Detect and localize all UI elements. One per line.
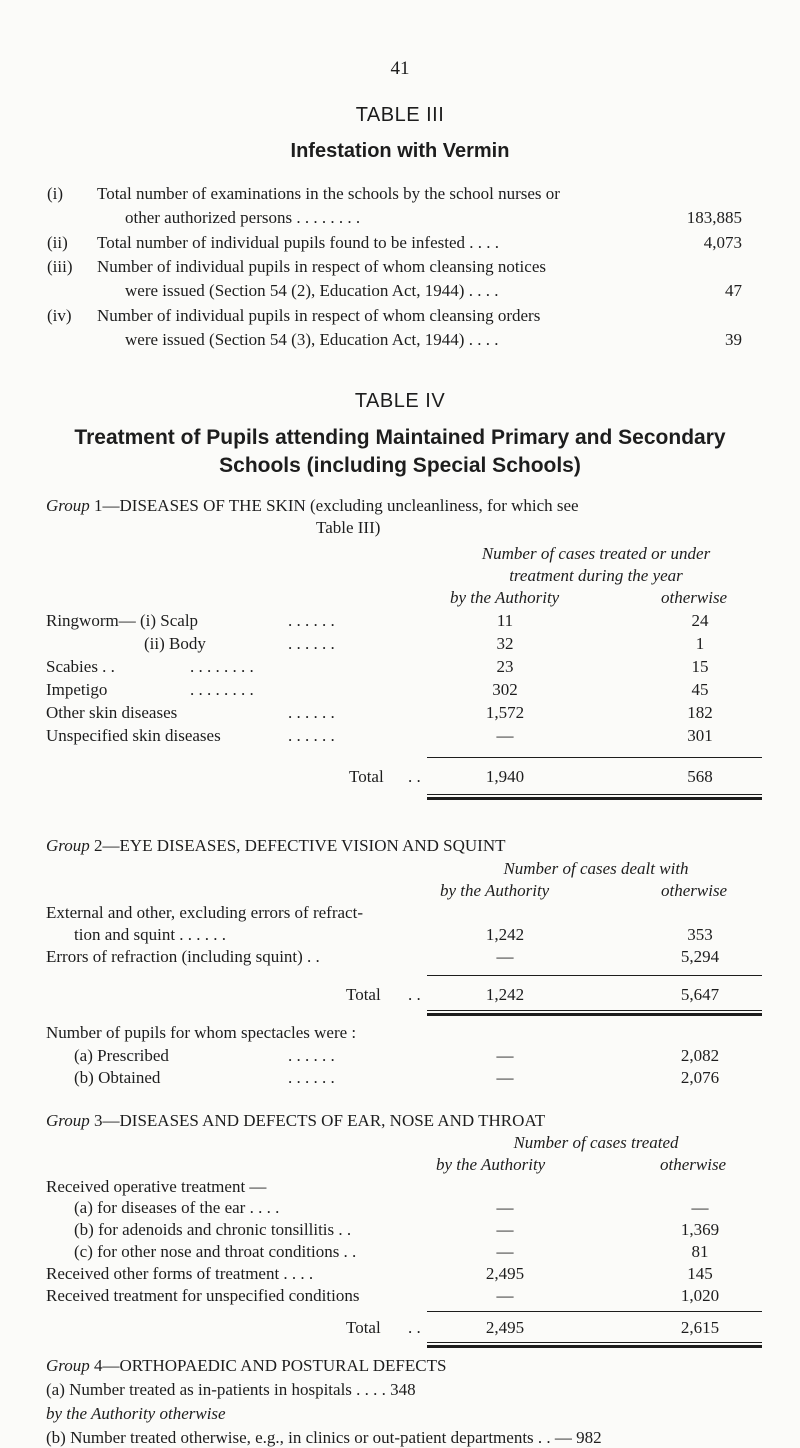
row-label: (b) Number treated otherwise, e.g., in clinics [46,1428,351,1447]
row-value-authority: 2,495 [485,1264,525,1283]
row-label: Scabies . . [46,657,115,676]
group-label: Group [46,1111,90,1130]
col-by-authority: by the Authority [450,588,560,607]
item-text: were issued (Section 54 (3), Education Act, 1944) . . . . [125,330,499,349]
table-4-subtitle-line2: Schools (including Special Schools) [219,454,581,477]
item-value: 4,073 [703,233,742,252]
row-label: (a) for diseases of the ear . . . . [74,1198,280,1217]
group-2-heading-text: 2—EYE DISEASES, DEFECTIVE VISION AND SQUINT [94,836,506,855]
row-label: (c) for other nose and throat conditions . . [74,1242,357,1261]
total-dots: . . [408,767,421,786]
row-value-otherwise: 982 [576,1428,602,1447]
row-label: Ringworm— (i) Scalp [46,611,199,630]
item-text: Number of individual pupils in respect of whom cleansing notices [97,257,546,276]
row-value-otherwise: 182 [687,703,713,722]
col-otherwise: otherwise [661,588,728,607]
col-otherwise: otherwise [661,881,728,900]
item-number: (i) [47,184,64,203]
page-number: 41 [390,58,410,79]
total-label: Total [349,767,384,786]
row-value-otherwise: 1,020 [680,1286,720,1305]
group-1-heading-line2: Table III) [316,518,381,537]
row-value-authority: — [496,1242,514,1261]
total-authority: 1,940 [485,767,525,786]
row-leader-dots: . . . . [356,1380,386,1399]
group-2-heading [46,836,505,856]
group-4-row-b [46,1428,602,1448]
row-value-authority: — [496,1068,514,1087]
spectacles-label: Number of pupils for whom spectacles were : [46,1023,357,1042]
total-dots: . . [408,985,421,1004]
total-label: Total [346,985,381,1004]
group-label: Group [46,836,90,855]
col-by-authority: by the Authority [436,1155,546,1174]
row-value-authority: — [496,947,514,966]
item-value: 39 [725,330,742,349]
total-double-rule [427,1342,762,1348]
item-number: (iv) [47,306,72,325]
total-rule [427,975,762,976]
row-label: (a) Number treated as in-patients in hospitals [46,1380,352,1399]
row-value-otherwise: 2,076 [680,1068,720,1087]
row-label: Unspecified skin diseases [46,726,221,745]
row-label: (b) Obtained [74,1068,161,1087]
item-text: were issued (Section 54 (2), Education Act, 1944) . . . . [125,281,499,300]
row-label: (ii) Body [144,634,206,653]
row-leader-dots: . . . . . . [288,1068,335,1087]
row-value-otherwise: 1 [695,634,705,653]
row-value-authority: 1,572 [485,703,525,722]
row-value-authority: — [496,726,514,745]
row-value-otherwise: 24 [691,611,709,630]
row-leader-dots: . . . . . . . . [190,680,254,699]
item-value: 47 [725,281,742,300]
total-otherwise: 568 [687,767,713,786]
row-label: External and other, excluding errors of refract- [46,903,363,922]
row-value-authority: 32 [496,634,514,653]
row-value-otherwise: 45 [691,680,709,699]
col-by-authority: by the Authority [46,1404,156,1423]
row-value-otherwise: 5,294 [680,947,720,966]
row-value-otherwise: 1,369 [680,1220,720,1239]
total-otherwise: 5,647 [680,985,720,1004]
row-label: (a) Prescribed [74,1046,169,1065]
total-otherwise: 2,615 [680,1318,720,1337]
item-text: other authorized persons . . . . . . . . [125,208,361,227]
table-3-subtitle: Infestation with Vermin [290,140,510,162]
group-1-heading-text: 1—DISEASES OF THE SKIN (excluding uncleanliness, for which see [94,496,579,515]
item-text: Number of individual pupils in respect of whom cleansing orders [97,306,541,325]
item-text: Total number of examinations in the schools by the school nurses or [97,184,560,203]
total-authority: 1,242 [485,985,525,1004]
row-value: 348 [390,1380,416,1399]
row-value-otherwise: 353 [687,925,713,944]
row-value-otherwise: 2,082 [680,1046,720,1065]
row-leader-dots: . . . . . . [288,634,335,653]
group-4-heading [46,1356,446,1376]
row-value-authority: — [496,1046,514,1065]
row-leader-dots: . . . . . . [288,703,335,722]
row-value-authority: 302 [492,680,518,699]
total-dots: . . [408,1318,421,1337]
group-1-col-header: Number of cases treated or under [481,544,711,563]
group-3-heading-text: 3—DISEASES AND DEFECTS OF EAR, NOSE AND THROAT [94,1111,546,1130]
total-label: Total [346,1318,381,1337]
col-by-authority: by the Authority [440,881,550,900]
group-3-col-header: Number of cases treated [513,1133,679,1152]
item-text: Total number of individual pupils found to be infested . . . . [97,233,500,252]
row-label: Other skin diseases [46,703,178,722]
row-value-authority: — [496,1286,514,1305]
row-label: Received treatment for unspecified conditions [46,1286,360,1305]
table-3-title: TABLE III [355,104,445,126]
group-label: Group [46,1356,90,1375]
row-value-otherwise: 301 [687,726,713,745]
row-label: Received other forms of treatment . . . . [46,1264,314,1283]
group-1-heading [46,496,579,516]
row-leader-dots: . . . . . . [288,1046,335,1065]
group-label: Group [46,496,90,515]
row-label: (b) for adenoids and chronic tonsillitis . . [74,1220,352,1239]
group-2-col-header: Number of cases dealt with [503,859,689,878]
row-value-otherwise: 145 [687,1264,713,1283]
total-rule [427,1311,762,1312]
item-number: (ii) [47,233,68,252]
row-leader-dots: . . . . . . . . [190,657,254,676]
item-value: 183,885 [686,208,742,227]
row-leader-dots: . . . . . . [288,726,335,745]
row-label: Impetigo [46,680,108,699]
item-number: (iii) [47,257,73,276]
row-value-otherwise: 15 [691,657,709,676]
row-value-authority: — [554,1428,572,1447]
row-label: Errors of refraction (including squint) . . [46,947,320,966]
row-value-otherwise: — [691,1198,709,1217]
row-value-authority: — [496,1220,514,1239]
group-1-col-header-2: treatment during the year [509,566,683,585]
table-4-subtitle-line1: Treatment of Pupils attending Maintained Primary and Secondary [74,426,726,449]
group-3-heading [46,1111,545,1131]
total-double-rule [427,1010,762,1016]
row-value-authority: 23 [496,657,514,676]
col-otherwise: otherwise [660,1155,727,1174]
row-leader-dots: . . [537,1428,551,1447]
total-rule [427,757,762,758]
group-4-row-a [46,1380,416,1400]
row-value-authority: 11 [496,611,514,630]
total-authority: 2,495 [485,1318,525,1337]
row-label-cont: tion and squint . . . . . . [74,925,227,944]
received-operative-label: Received operative treatment — [46,1177,267,1196]
group-4-col-headers [46,1404,226,1424]
col-otherwise: otherwise [159,1404,226,1423]
row-value-authority: — [496,1198,514,1217]
row-leader-dots: . . . . . . [288,611,335,630]
row-value-otherwise: 81 [691,1242,709,1261]
table-4-title: TABLE IV [354,390,446,412]
row-label-cont: or out-patient departments [354,1428,534,1447]
group-4-heading-text: 4—ORTHOPAEDIC AND POSTURAL DEFECTS [94,1356,447,1375]
total-double-rule [427,794,762,800]
row-value-authority: 1,242 [485,925,525,944]
